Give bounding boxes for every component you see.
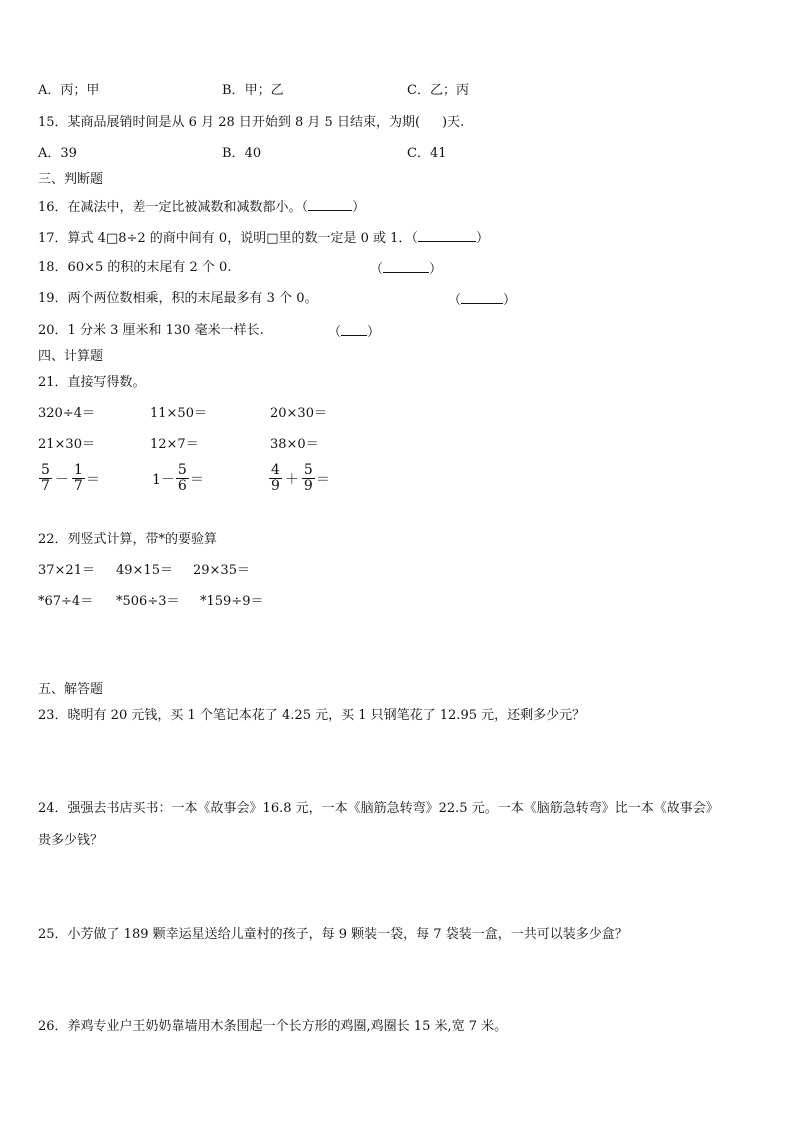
vertical-calc-item: 29×35＝ bbox=[193, 563, 250, 578]
answer-blank[interactable] bbox=[383, 260, 429, 273]
q14-option-b: B．甲；乙 bbox=[222, 83, 284, 98]
question-19: 19．两个两位数相乘，积的末尾最多有 3 个 0。 bbox=[38, 291, 318, 306]
question-24-continued: 贵多少钱？ bbox=[38, 833, 104, 848]
q15-option-c: C．41 bbox=[407, 146, 447, 161]
vertical-calc-item: *159÷9＝ bbox=[200, 594, 264, 609]
question-18-answer: （ ） bbox=[370, 262, 443, 277]
fraction: $\frac{5}{7}$ bbox=[41, 462, 50, 494]
answer-blank[interactable] bbox=[308, 198, 352, 211]
answer-blank[interactable] bbox=[341, 323, 367, 336]
vertical-calc-item: *506÷3＝ bbox=[116, 594, 180, 609]
question-25: 25．小芳做了 189 颗幸运星送给儿童村的孩子，每 9 颗装一袋，每 7 袋装一盒，一共可以装多少盒？ bbox=[38, 927, 628, 942]
answer-blank[interactable] bbox=[461, 291, 503, 304]
fraction: $\frac{5}{9}$ bbox=[303, 462, 313, 494]
question-21: 21．直接写得数。 bbox=[38, 375, 146, 390]
q15-option-b: B．40 bbox=[222, 146, 262, 161]
question-19-answer: （ ） bbox=[448, 293, 517, 308]
calc-item: 20×30＝ bbox=[270, 406, 327, 421]
question-15: 15．某商品展销时间是从 6 月 28 日开始到 8 月 5 日结束，为期( )天. bbox=[38, 115, 465, 130]
question-18: 18．60×5 的积的末尾有 2 个 0. bbox=[38, 260, 232, 275]
question-23: 23．晓明有 20 元钱，买 1 个笔记本花了 4.25 元，买 1 只钢笔花了 12.95 元，还剩多少元？ bbox=[38, 708, 586, 723]
fraction: $\frac{1}{7}$ bbox=[73, 462, 83, 494]
vertical-calc-item: 37×21＝ bbox=[38, 563, 95, 578]
question-22: 22．列竖式计算，带*的要验算 bbox=[38, 532, 218, 547]
q15-option-a: A．39 bbox=[38, 146, 77, 161]
calc-item: 320÷4＝ bbox=[38, 406, 95, 421]
section-heading-judge: 三、判断题 bbox=[38, 172, 104, 187]
section-heading-word-problems: 五、解答题 bbox=[38, 682, 104, 697]
calc-item: 12×7＝ bbox=[150, 437, 199, 452]
q14-option-c: C．乙；丙 bbox=[407, 83, 469, 98]
fraction-expression-2: 1－ $\frac{5}{6}$ ＝ bbox=[152, 462, 204, 494]
q14-option-a: A．丙；甲 bbox=[38, 83, 100, 98]
question-17: 17．算式 4□8÷2 的商中间有 0，说明□里的数一定是 0 或 1．（ ） bbox=[38, 231, 489, 246]
question-16: 16．在减法中，差一定比被减数和减数都小。（ ） bbox=[38, 200, 366, 215]
question-20-answer: （ ） bbox=[328, 325, 381, 340]
calc-item: 21×30＝ bbox=[38, 437, 95, 452]
calc-item: 11×50＝ bbox=[150, 406, 207, 421]
fraction: $\frac{5}{6}$ bbox=[177, 462, 187, 494]
question-24: 24．强强去书店买书：一本《故事会》16.8 元，一本《脑筋急转弯》22.5 元。一本《脑筋急转弯》比一本《故事会》 bbox=[38, 801, 719, 816]
vertical-calc-item: *67÷4＝ bbox=[38, 594, 94, 609]
question-26: 26．养鸡专业户王奶奶靠墙用木条围起一个长方形的鸡圈,鸡圈长 15 米,宽 7 米。 bbox=[38, 1019, 508, 1034]
section-heading-calc: 四、计算题 bbox=[38, 349, 104, 364]
fraction-expression-1: $\frac{5}{7}$ － $\frac{1}{7}$ ＝ bbox=[41, 462, 100, 494]
calc-item: 38×0＝ bbox=[270, 437, 319, 452]
question-20: 20．1 分米 3 厘米和 130 毫米一样长. bbox=[38, 323, 264, 338]
vertical-calc-item: 49×15＝ bbox=[116, 563, 173, 578]
fraction-expression-3: $\frac{4}{9}$ ＋ $\frac{5}{9}$ ＝ bbox=[271, 462, 330, 494]
fraction: $\frac{4}{9}$ bbox=[271, 462, 280, 494]
answer-blank[interactable] bbox=[418, 229, 476, 242]
